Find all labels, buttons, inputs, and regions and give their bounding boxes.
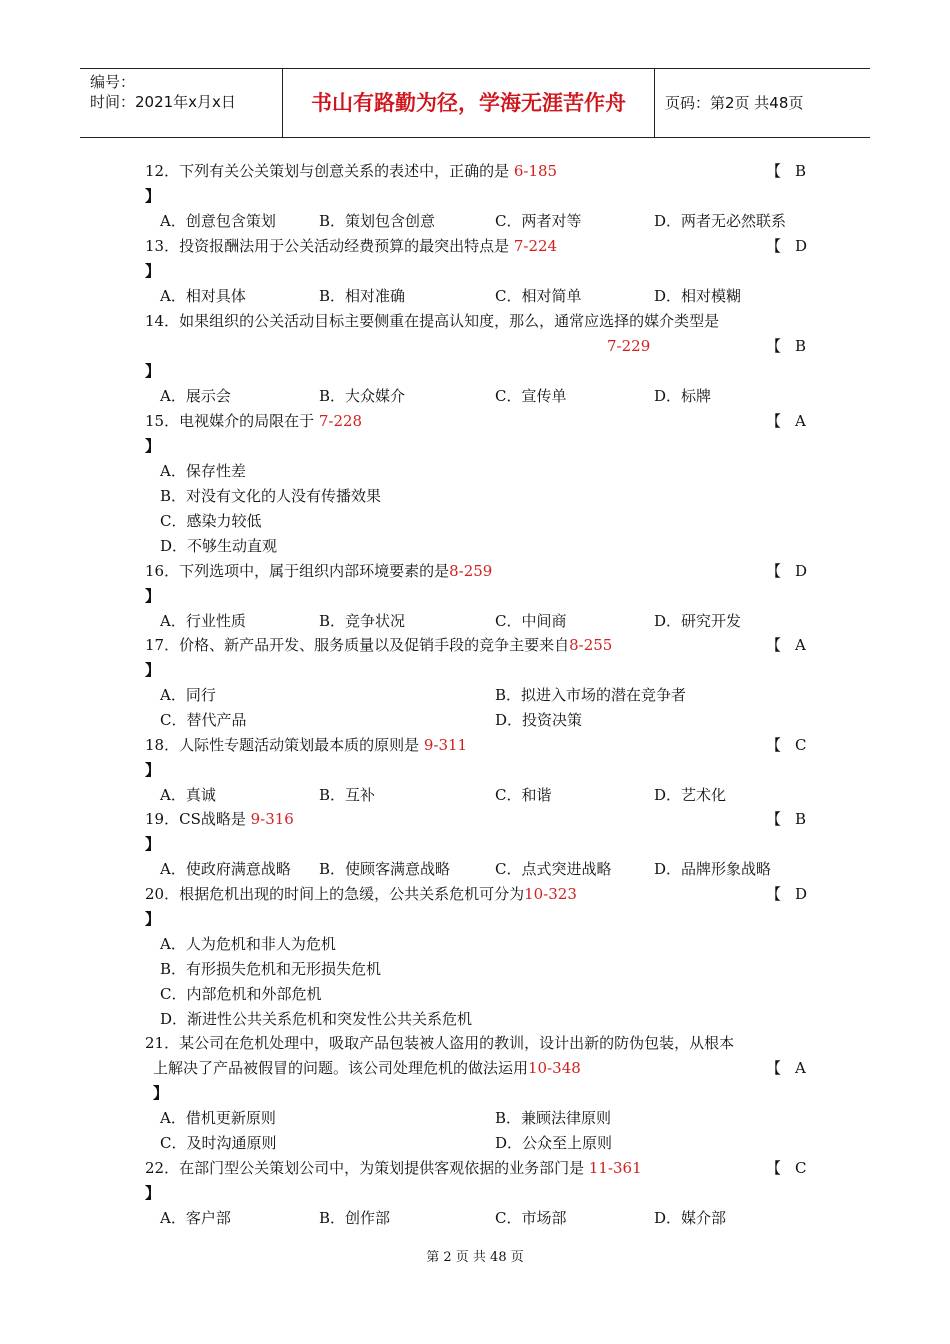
question-20: 20．根据危机出现的时间上的急缓，公共关系危机可分为10-323 <box>145 885 577 903</box>
option-c: C．内部危机和外部危机 <box>160 985 322 1003</box>
option-c: C．和谐 <box>495 786 552 804</box>
question-14: 14．如果组织的公关活动目标主要侧重在提高认知度，那么，通常应选择的媒介类型是 <box>145 312 720 330</box>
close-bracket: 】 <box>145 437 161 455</box>
option-d: D．艺术化 <box>654 786 727 804</box>
option-b: B．竞争状况 <box>319 612 406 630</box>
option-a: A．相对具体 <box>160 287 246 305</box>
header-info <box>80 69 283 137</box>
question-ref: 10-348 <box>528 1059 581 1077</box>
option-b: B．大众媒介 <box>319 387 406 405</box>
option-c: C．市场部 <box>495 1209 567 1227</box>
question-ref: 9-311 <box>423 736 468 754</box>
option-d: D．媒介部 <box>654 1209 727 1227</box>
close-bracket: 】 <box>145 587 161 605</box>
question-13: 13．投资报酬法用于公关活动经费预算的最突出特点是 7-224 <box>145 237 558 255</box>
question-21: 21．某公司在危机处理中，吸取产品包装被人盗用的教训，设计出新的防伪包装，从根本 <box>145 1034 735 1052</box>
answer-12: 【 B <box>766 162 807 180</box>
question-ref: 7-229 <box>607 337 651 355</box>
option-c: C．替代产品 <box>160 711 247 729</box>
question-ref: 9-316 <box>250 810 294 828</box>
answer-16: 【 D <box>766 562 808 580</box>
answer-22: 【 C <box>766 1159 807 1177</box>
option-d: D．品牌形象战略 <box>654 860 772 878</box>
answer-13: 【 D <box>766 237 808 255</box>
option-a: A．客户部 <box>160 1209 231 1227</box>
close-bracket: 】 <box>145 1184 161 1202</box>
option-b: B．对没有文化的人没有传播效果 <box>160 487 382 505</box>
question-ref: 10-323 <box>524 885 577 903</box>
page-header <box>80 68 870 138</box>
time-label: 时间：2021年x月x日 <box>90 93 236 111</box>
option-c: C．两者对等 <box>495 212 582 230</box>
answer-17: 【 A <box>766 636 806 654</box>
question-19: 19．CS战略是 9-316 <box>145 810 294 828</box>
question-22: 22．在部门型公关策划公司中，为策划提供客观依据的业务部门是 11-361 <box>145 1159 642 1177</box>
option-c: C．点式突进战略 <box>495 860 612 878</box>
option-b: B．相对准确 <box>319 287 406 305</box>
option-d: D．公众至上原则 <box>495 1134 613 1152</box>
option-d: D．不够生动直观 <box>160 537 278 555</box>
option-c: C．及时沟通原则 <box>160 1134 277 1152</box>
answer-20: 【 D <box>766 885 808 903</box>
question-16: 16．下列选项中，属于组织内部环境要素的是8-259 <box>145 562 493 580</box>
option-a: A．展示会 <box>160 387 231 405</box>
option-b: B．策划包含创意 <box>319 212 436 230</box>
option-a: A．同行 <box>160 686 216 704</box>
option-a: A．使政府满意战略 <box>160 860 291 878</box>
option-d: D．投资决策 <box>495 711 583 729</box>
option-b: B．兼顾法律原则 <box>495 1109 612 1127</box>
question-21-cont: 上解决了产品被假冒的问题。该公司处理危机的做法运用10-348 <box>153 1059 581 1077</box>
option-a: A．借机更新原则 <box>160 1109 276 1127</box>
close-bracket: 】 <box>145 835 161 853</box>
option-c: C．相对简单 <box>495 287 582 305</box>
option-c: C．感染力较低 <box>160 512 262 530</box>
answer-14: 【 B <box>766 337 807 355</box>
question-ref: 8-259 <box>449 562 493 580</box>
header-motto: 书山有路勤为径，学海无涯苦作舟 <box>283 69 655 137</box>
question-ref: 11-361 <box>588 1159 642 1177</box>
answer-19: 【 B <box>766 810 807 828</box>
question-18: 18．人际性专题活动策划最本质的原则是 9-311 <box>145 736 468 754</box>
close-bracket: 】 <box>153 1084 169 1102</box>
option-a: A．保存性差 <box>160 462 246 480</box>
option-b: B．互补 <box>319 786 376 804</box>
option-d: D．研究开发 <box>654 612 742 630</box>
close-bracket: 】 <box>145 187 161 205</box>
answer-18: 【 C <box>766 736 807 754</box>
option-c: C．中间商 <box>495 612 567 630</box>
answer-21: 【 A <box>766 1059 806 1077</box>
page-footer: 第 2 页 共 48 页 <box>426 1250 524 1265</box>
question-17: 17．价格、新产品开发、服务质量以及促销手段的竞争主要来自8-255 <box>145 636 613 654</box>
question-ref: 7-224 <box>513 237 558 255</box>
option-b: B．使顾客满意战略 <box>319 860 451 878</box>
option-b: B．有形损失危机和无形损失危机 <box>160 960 382 978</box>
number-label: 编号： <box>90 73 136 91</box>
question-ref: 7-228 <box>318 412 363 430</box>
close-bracket: 】 <box>145 761 161 779</box>
option-a: A．人为危机和非人为危机 <box>160 935 336 953</box>
close-bracket: 】 <box>145 362 161 380</box>
answer-15: 【 A <box>766 412 806 430</box>
close-bracket: 】 <box>145 910 161 928</box>
option-b: B．拟进入市场的潜在竞争者 <box>495 686 687 704</box>
option-a: A．创意包含策划 <box>160 212 276 230</box>
option-c: C．宣传单 <box>495 387 567 405</box>
question-15: 15．电视媒介的局限在于 7-228 <box>145 412 363 430</box>
question-ref: 6-185 <box>513 162 558 180</box>
option-d: D．相对模糊 <box>654 287 742 305</box>
question-ref: 8-255 <box>569 636 613 654</box>
option-b: B．创作部 <box>319 1209 391 1227</box>
header-page-label: 页码：第2页 共48页 <box>665 94 804 112</box>
option-d: D．渐进性公共关系危机和突发性公共关系危机 <box>160 1010 473 1028</box>
option-a: A．行业性质 <box>160 612 246 630</box>
option-d: D．标牌 <box>654 387 712 405</box>
option-d: D．两者无必然联系 <box>654 212 787 230</box>
question-12: 12．下列有关公关策划与创意关系的表述中，正确的是 6-185 <box>145 162 558 180</box>
close-bracket: 】 <box>145 262 161 280</box>
close-bracket: 】 <box>145 661 161 679</box>
option-a: A．真诚 <box>160 786 216 804</box>
